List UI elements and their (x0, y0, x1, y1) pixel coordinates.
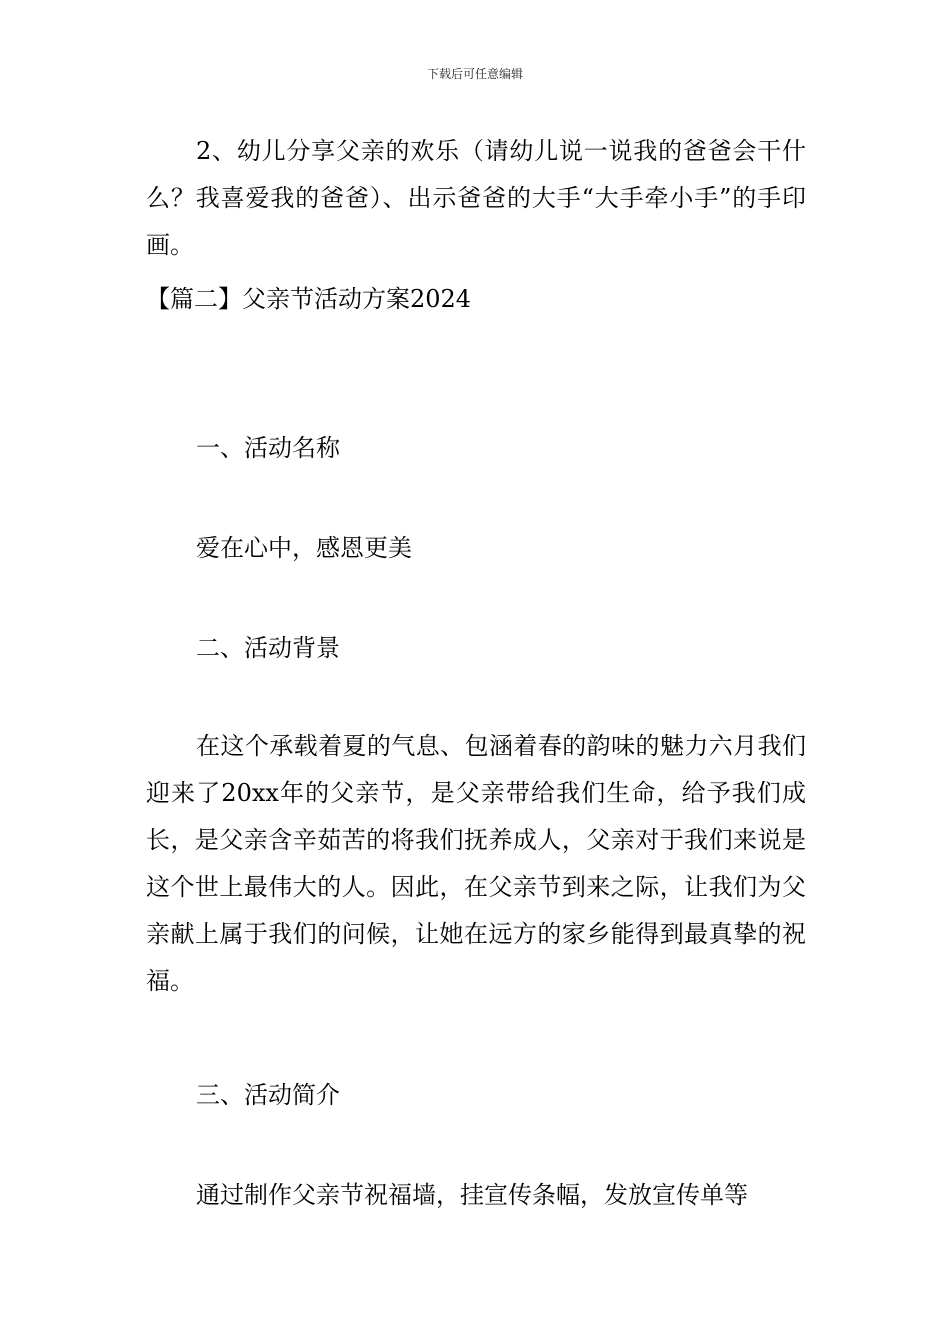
heading-activity-background: 二、活动背景 (196, 634, 340, 662)
paragraph-activity-step: 2、幼儿分享父亲的欢乐（请幼儿说一说我的爸爸会干什么？我喜爱我的爸爸）、出示爸爸的大手“大手牵小手”的手印画。 (146, 137, 806, 259)
heading-activity-name: 一、活动名称 (196, 434, 340, 462)
activity-name-text: 爱在心中，感恩更美 (196, 534, 412, 562)
section-title: 【篇二】父亲节活动方案2024 (146, 285, 472, 313)
paragraph-activity-background: 在这个承载着夏的气息、包涵着春的韵味的魅力六月我们迎来了20xx年的父亲节，是父亲带给我们生命，给予我们成长，是父亲含辛茹苦的将我们抚养成人，父亲对于我们来说是这个世上最伟大的人。因此，在父亲节到来之际，让我们为父亲献上属于我们的问候，让她在远方的家乡能得到最真挚的祝福。 (146, 732, 806, 995)
page-header-note: 下载后可任意编辑 (426, 67, 523, 81)
heading-activity-intro: 三、活动简介 (196, 1081, 340, 1109)
paragraph-activity-intro: 通过制作父亲节祝福墙，挂宣传条幅，发放宣传单等 (196, 1181, 748, 1209)
